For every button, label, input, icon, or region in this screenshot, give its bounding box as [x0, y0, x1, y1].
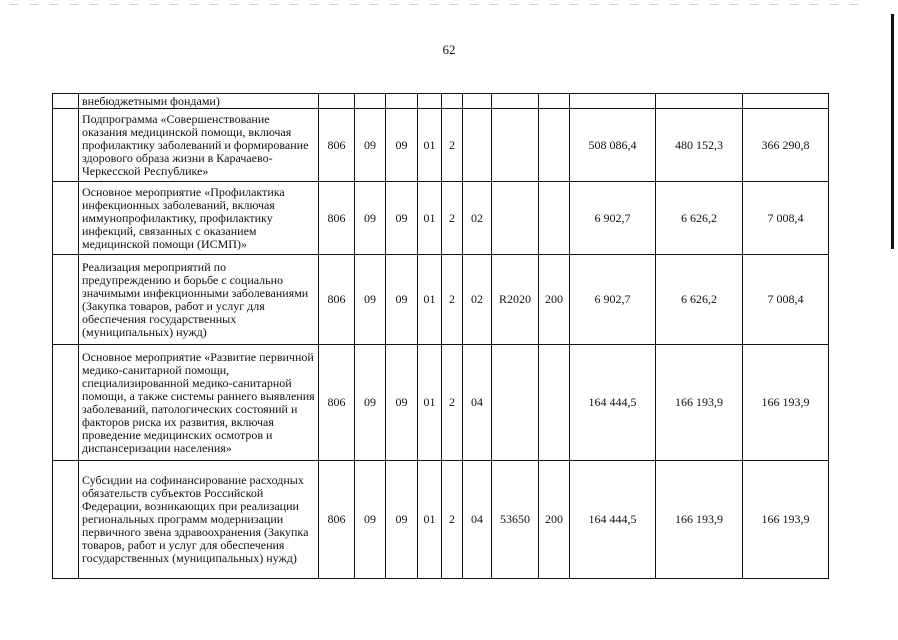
table-row [53, 109, 829, 182]
cell-event: 02 [463, 182, 492, 255]
cell-grbs [319, 94, 355, 109]
cell-program: 01 [418, 345, 442, 461]
cell-pr: 09 [386, 345, 418, 461]
cell-direction [492, 345, 539, 461]
cell-rz: 09 [355, 109, 386, 182]
cell-amount-3 [743, 94, 829, 109]
cell-amount-1: 164 444,5 [570, 345, 656, 461]
budget-table [52, 93, 829, 579]
cell-rz: 09 [355, 255, 386, 345]
row-description: внебюджетными фондами) [79, 94, 319, 109]
cell-program: 01 [418, 182, 442, 255]
cell-amount-3: 7 008,4 [743, 255, 829, 345]
cell-subprogram: 2 [442, 182, 463, 255]
cell-amount-2: 480 152,3 [656, 109, 743, 182]
cell-amount-3: 166 193,9 [743, 345, 829, 461]
table-row [53, 461, 829, 579]
cell-pr: 09 [386, 109, 418, 182]
cell-grbs: 806 [319, 461, 355, 579]
cell-amount-3: 366 290,8 [743, 109, 829, 182]
cell-event [463, 94, 492, 109]
row-description: Субсидии на софинансирование расходных обязательств субъектов Российской Федерации, возникающих при реализации региональных программ модернизации первичного звена здравоохранения (Закупка товаров, работ и услуг для обеспечения государственных (муниципальных) нужд) [79, 461, 319, 579]
row-index-cell [53, 182, 79, 255]
cell-subprogram: 2 [442, 345, 463, 461]
cell-vr [539, 345, 570, 461]
cell-program: 01 [418, 109, 442, 182]
table-row [53, 94, 829, 109]
cell-event [463, 109, 492, 182]
cell-pr: 09 [386, 255, 418, 345]
cell-amount-2: 6 626,2 [656, 182, 743, 255]
cell-subprogram: 2 [442, 461, 463, 579]
row-index-cell [53, 94, 79, 109]
cell-grbs: 806 [319, 345, 355, 461]
row-description: Основное мероприятие «Профилактика инфекционных заболеваний, включая иммунопрофилактику, профилактику инфекций, связанных с оказанием медицинской помощи (ИСМП)» [79, 182, 319, 255]
table-row [53, 255, 829, 345]
cell-rz: 09 [355, 345, 386, 461]
row-description: Реализация мероприятий по предупреждению и борьбе с социально значимыми инфекционными заболеваниями (Закупка товаров, работ и услуг для обеспечения государственных (муниципальных) нужд) [79, 255, 319, 345]
cell-amount-1 [570, 94, 656, 109]
cell-vr: 200 [539, 255, 570, 345]
cell-event: 04 [463, 345, 492, 461]
row-index-cell [53, 109, 79, 182]
cell-amount-1: 6 902,7 [570, 255, 656, 345]
cell-grbs: 806 [319, 255, 355, 345]
cell-amount-2: 166 193,9 [656, 345, 743, 461]
cell-rz [355, 94, 386, 109]
cell-grbs: 806 [319, 182, 355, 255]
cell-grbs: 806 [319, 109, 355, 182]
cell-direction [492, 109, 539, 182]
page-number: 62 [442, 42, 456, 57]
table-row [53, 345, 829, 461]
cell-direction: R2020 [492, 255, 539, 345]
cell-subprogram [442, 94, 463, 109]
cell-amount-3: 166 193,9 [743, 461, 829, 579]
cell-vr [539, 182, 570, 255]
cell-pr: 09 [386, 182, 418, 255]
cell-direction: 53650 [492, 461, 539, 579]
budget-table-body [53, 94, 829, 579]
row-index-cell [53, 255, 79, 345]
cell-rz: 09 [355, 461, 386, 579]
cell-subprogram: 2 [442, 255, 463, 345]
cell-program [418, 94, 442, 109]
cell-vr [539, 109, 570, 182]
cell-amount-1: 508 086,4 [570, 109, 656, 182]
cell-event: 02 [463, 255, 492, 345]
table-row [53, 182, 829, 255]
cell-subprogram: 2 [442, 109, 463, 182]
cell-pr: 09 [386, 461, 418, 579]
cell-amount-1: 164 444,5 [570, 461, 656, 579]
row-description: Подпрограмма «Совершенствование оказания медицинской помощи, включая профилактику заболеваний и формирование здорового образа жизни в Карачаево-Черкесской Республике» [79, 109, 319, 182]
cell-amount-1: 6 902,7 [570, 182, 656, 255]
cell-direction [492, 94, 539, 109]
cell-amount-2 [656, 94, 743, 109]
cell-event: 04 [463, 461, 492, 579]
scan-top-edge [10, 4, 870, 5]
cell-pr [386, 94, 418, 109]
cell-direction [492, 182, 539, 255]
cell-program: 01 [418, 461, 442, 579]
cell-amount-2: 6 626,2 [656, 255, 743, 345]
cell-vr: 200 [539, 461, 570, 579]
cell-rz: 09 [355, 182, 386, 255]
cell-amount-3: 7 008,4 [743, 182, 829, 255]
row-description: Основное мероприятие «Развитие первичной медико-санитарной помощи, специализированной медико-санитарной помощи, а также системы раннего выявления заболеваний, патологических состояний и факторов риска их развития, включая проведение медицинских осмотров и диспансеризации населения» [79, 345, 319, 461]
cell-vr [539, 94, 570, 109]
cell-program: 01 [418, 255, 442, 345]
row-index-cell [53, 345, 79, 461]
cell-amount-2: 166 193,9 [656, 461, 743, 579]
row-index-cell [53, 461, 79, 579]
